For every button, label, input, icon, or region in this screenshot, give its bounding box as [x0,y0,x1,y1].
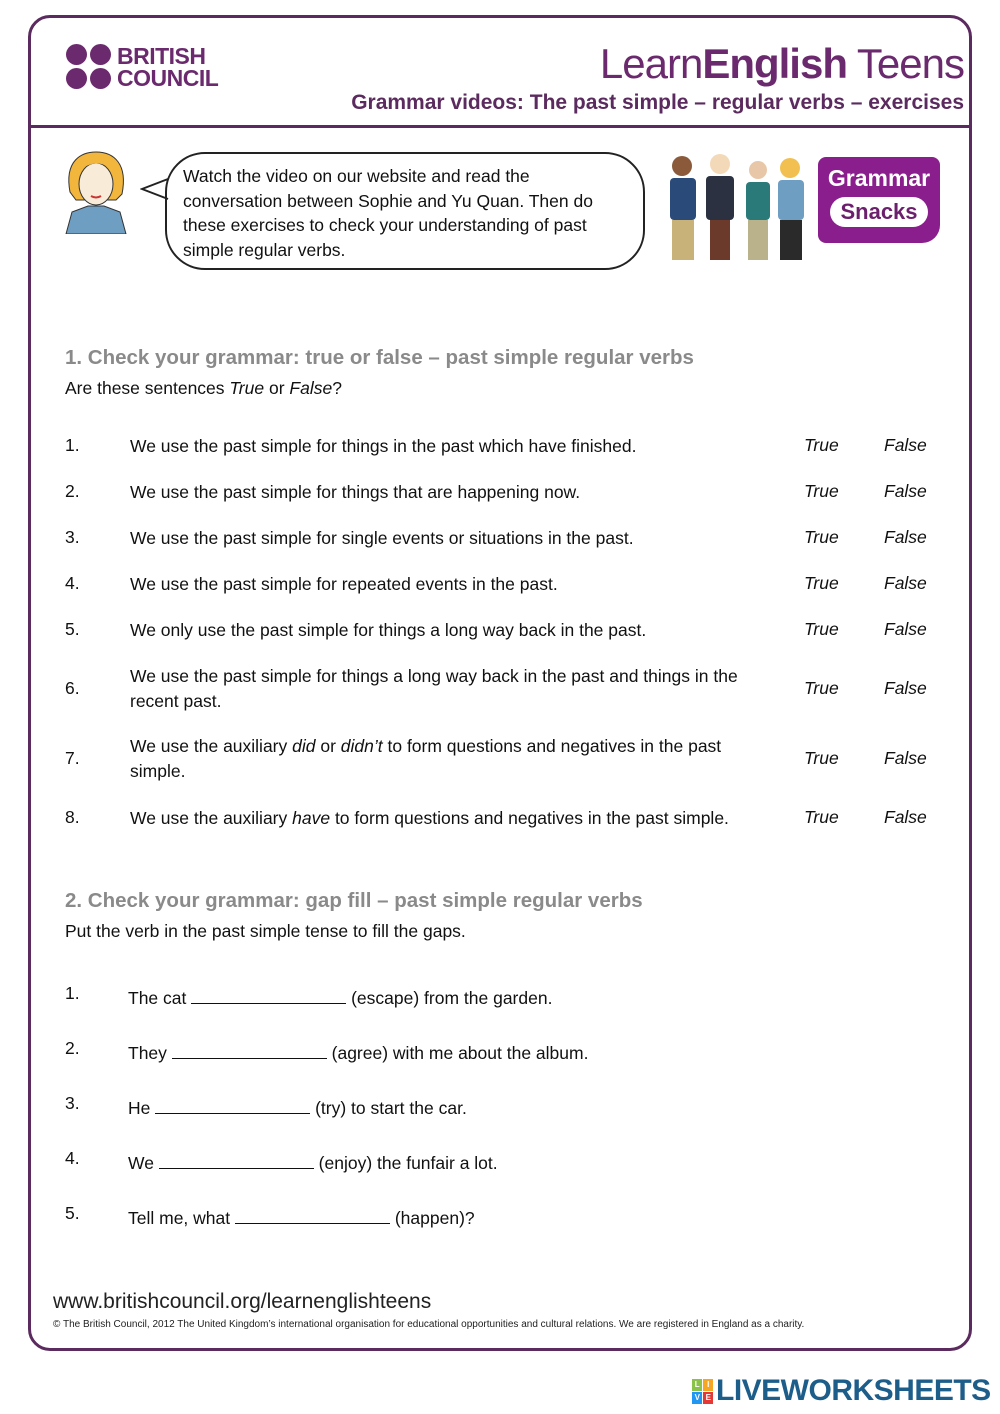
gap-input[interactable] [235,1209,390,1224]
item-number: 4. [65,1148,80,1168]
true-option[interactable]: True [804,573,839,593]
gap-input[interactable] [172,1044,327,1059]
gap-input[interactable] [155,1099,310,1114]
item-number: 6. [65,678,80,698]
logo-line1: BRITISH [117,42,206,69]
grammar-snacks-badge: Grammar Snacks [818,157,940,243]
item-number: 5. [65,1203,80,1223]
item-number: 7. [65,748,80,768]
page-title: Grammar videos: The past simple – regular verbs – exercises [351,91,964,114]
item-statement: We use the past simple for things a long way back in the past and things in the recent past. [130,666,738,711]
item-statement: We only use the past simple for things a long way back in the past. [130,620,647,640]
header-divider [28,125,972,128]
british-council-logo [66,44,218,89]
item-statement: We use the past simple for single events or situations in the past. [130,528,634,548]
item-number: 1. [65,983,80,1003]
item-statement: We use the past simple for repeated events in the past. [130,574,558,594]
item-statement: We use the auxiliary have to form questions and negatives in the past simple. [130,808,729,828]
true-option[interactable]: True [804,527,839,547]
gap-sentence: The cat (escape) from the garden. [128,988,553,1008]
item-statement: We use the auxiliary did or didn’t to form questions and negatives in the past simple. [130,736,722,781]
false-option[interactable]: False [884,435,927,455]
item-number: 1. [65,435,80,455]
gap-sentence: Tell me, what (happen)? [128,1208,475,1228]
false-option[interactable]: False [884,619,927,639]
false-option[interactable]: False [884,481,927,501]
footer-copyright: © The British Council, 2012 The United Kingdom’s international organisation for educational opportunities and cultural relations. We are registered in England as a charity. [53,1319,805,1330]
true-option[interactable]: True [804,748,839,768]
item-statement: We use the past simple for things in the past which have finished. [130,436,637,456]
item-number: 3. [65,527,80,547]
item-number: 5. [65,619,80,639]
gap-input[interactable] [159,1154,314,1169]
item-number: 4. [65,573,80,593]
item-number: 2. [65,1038,80,1058]
true-option[interactable]: True [804,619,839,639]
false-option[interactable]: False [884,678,927,698]
true-option[interactable]: True [804,435,839,455]
gap-sentence: We (enjoy) the funfair a lot. [128,1153,498,1173]
section2-heading: 2. Check your grammar: gap fill – past simple regular verbs [65,889,643,912]
item-number: 3. [65,1093,80,1113]
section1-instruction: Are these sentences True or False? [65,378,342,398]
section1-heading: 1. Check your grammar: true or false – past simple regular verbs [65,346,694,369]
liveworksheets-logo-icon: L I V E [692,1379,713,1404]
true-option[interactable]: True [804,807,839,827]
liveworksheets-watermark: L I V E LIVEWORKSHEETS [692,1374,991,1408]
instruction-bubble: Watch the video on our website and read the conversation between Sophie and Yu Quan. Then do these exercises to check your understanding of past simple regular verbs. [165,152,645,270]
true-option[interactable]: True [804,678,839,698]
item-statement: We use the past simple for things that are happening now. [130,482,581,502]
gap-sentence: He (try) to start the car. [128,1098,467,1118]
gap-input[interactable] [191,989,346,1004]
false-option[interactable]: False [884,748,927,768]
sophie-avatar-icon [62,150,130,234]
learnenglish-teens-brand: LearnEnglish Teens [599,40,964,87]
false-option[interactable]: False [884,527,927,547]
logo-line2: COUNCIL [117,64,219,91]
false-option[interactable]: False [884,807,927,827]
true-option[interactable]: True [804,481,839,501]
false-option[interactable]: False [884,573,927,593]
section2-instruction: Put the verb in the past simple tense to fill the gaps. [65,921,466,941]
item-number: 2. [65,481,80,501]
footer-url: www.britishcouncil.org/learnenglishteens [53,1290,432,1313]
gap-sentence: They (agree) with me about the album. [128,1043,589,1063]
characters-illustration-icon [658,152,823,264]
item-number: 8. [65,807,80,827]
